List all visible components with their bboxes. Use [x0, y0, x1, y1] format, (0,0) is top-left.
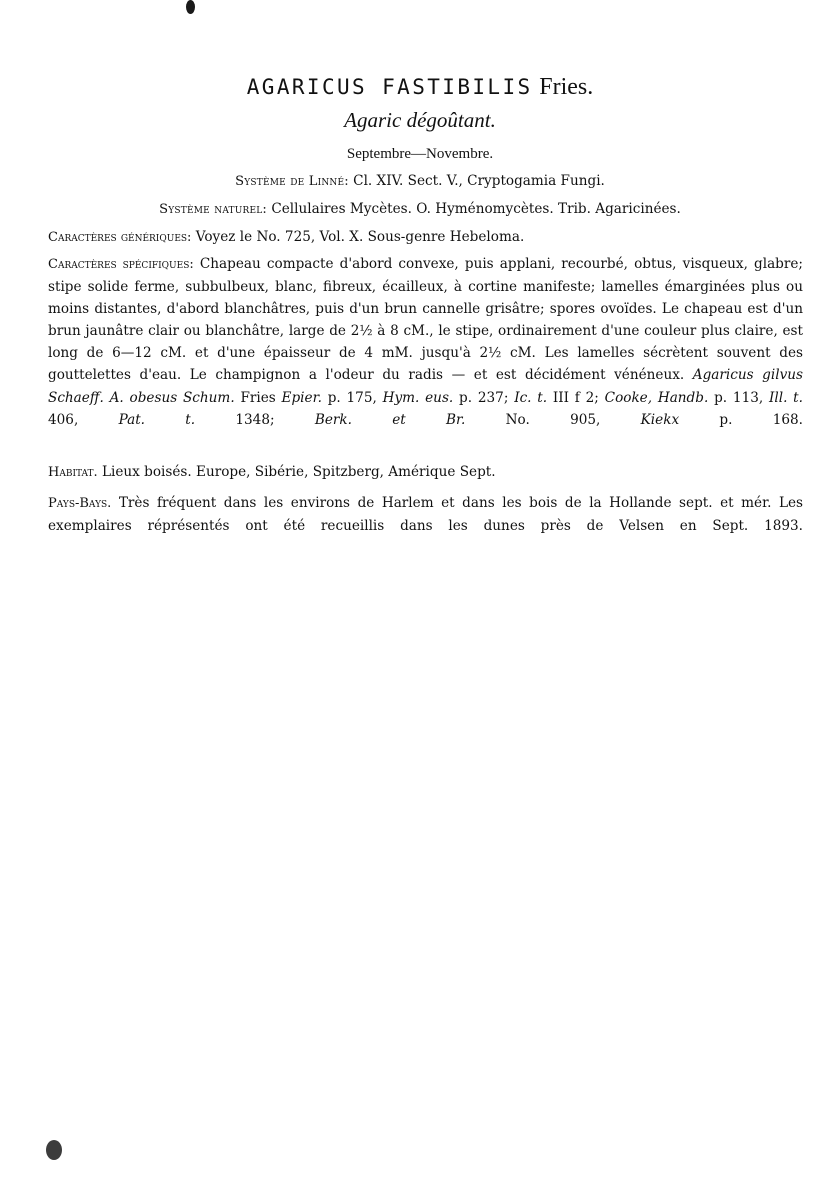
systeme-naturel-text: Cellulaires Mycètes. O. Hyménomycètes. Trib. Agaricinées.: [267, 201, 681, 217]
pays-bas-label: Pays-Bays.: [48, 496, 112, 511]
pays-bas-text: Très fréquent dans les environs de Harlem et dans les bois de la Hollande sept. et mér. Les exemplaires réprésentés ont été recueillis dans les dunes près de Velsen en Sept. 1893.: [48, 495, 803, 535]
systeme-linne-label: Système de Linné:: [235, 174, 349, 189]
systeme-linne-text: Cl. XIV. Sect. V., Cryptogamia Fungi.: [348, 173, 605, 189]
systeme-naturel: [0, 201, 840, 217]
common-name: Agaric dégoûtant.: [344, 108, 496, 132]
species-author: Fries.: [539, 74, 594, 100]
caracteres-generiques-label: Caractères génériques:: [48, 230, 192, 245]
ref-text: p. 113,: [708, 389, 769, 406]
ref-work: Kiekx: [640, 411, 680, 428]
ink-speck: [46, 1140, 62, 1160]
ref-text: No. 905,: [465, 411, 641, 428]
ref-text: p. 175,: [321, 389, 383, 406]
ref-work: Ill. t.: [769, 389, 803, 406]
ref-text: Fries: [234, 389, 282, 406]
caracteres-generiques: [48, 229, 524, 245]
ref-work: Ic. t.: [514, 389, 548, 406]
season: Septembre—Novembre.: [346, 146, 494, 162]
ref-text: III f 2;: [547, 389, 605, 406]
ref-work: Pat. t.: [118, 411, 196, 428]
habitat: [48, 464, 496, 480]
synonym: A. obesus Schum.: [109, 389, 235, 406]
ink-speck: [186, 0, 195, 14]
synonym: Agaricus gilvus Schaeff.: [48, 367, 803, 406]
systeme-naturel-label: Système naturel:: [159, 202, 268, 217]
ref-text: 406,: [48, 411, 119, 428]
habitat-label: Habitat.: [48, 465, 98, 480]
systeme-linne: [0, 173, 840, 189]
caracteres-specifiques-label: Caractères spécifiques:: [48, 257, 194, 272]
description-text: Chapeau compacte d'abord convexe, puis applani, recourbé, obtus, visqueux, glabre; stipe solide ferme, subbulbeux, blanc, fibreux, écailleux, à cortine manifeste; lamelles émarginées plus ou moins distantes, d'abord blanchâtres, puis d'un brun cannelle grisâtre; spores ovoïdes. Le chapeau est d'un brun jaunâtre clair ou blanchâtre, large de 2½ à 8 cM., le stipe, ordinairement d'une couleur plus claire, est long de 6—12 cM. et d'une épaisseur de 4 mM. jusqu'à 2½ cM. Les lamelles sécrètent souvent des gouttelettes d'eau. Le champignon a l'odeur du radis — et est décidément vénéneux.: [48, 256, 804, 384]
habitat-text: Lieux boisés. Europe, Sibérie, Spitzberg, Amérique Sept.: [97, 464, 496, 480]
ref-work: Cooke, Handb.: [604, 389, 709, 406]
ref-text: p. 168.: [679, 411, 803, 428]
ref-text: 1348;: [195, 411, 315, 428]
ref-work: Hym. eus.: [382, 389, 454, 406]
ref-text: p. 237;: [453, 389, 515, 406]
ref-work: Epier.: [281, 389, 322, 406]
caracteres-specifiques: [48, 253, 803, 431]
ref-work: Berk. et Br.: [314, 411, 466, 428]
pays-bas: [48, 492, 803, 537]
caracteres-generiques-text: Voyez le No. 725, Vol. X. Sous-genre Hebeloma.: [191, 229, 525, 245]
page-title: [0, 74, 840, 101]
species-name: AGARICUS FASTIBILIS: [246, 75, 533, 99]
